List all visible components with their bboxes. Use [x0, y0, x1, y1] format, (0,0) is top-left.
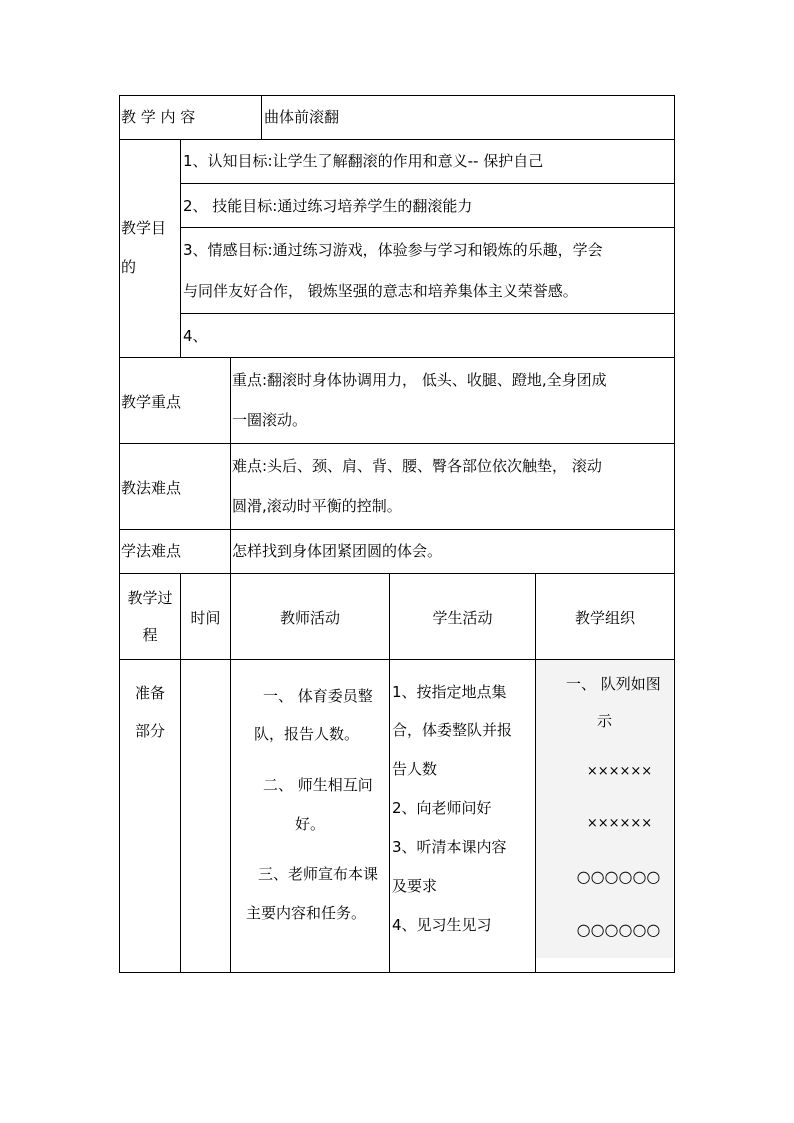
student-activity-3: 3、听清本课内容	[392, 838, 507, 856]
rule	[180, 139, 181, 357]
student-activity-3-cont: 及要求	[392, 877, 438, 895]
formation-row-2: ××××××	[586, 816, 653, 831]
formation-row-4: ○○○○○○	[576, 920, 661, 939]
rule	[119, 95, 120, 973]
teacher-activity-3-cont: 主要内容和任务。	[246, 904, 367, 922]
rule	[230, 573, 231, 973]
formation-row-1: ××××××	[586, 764, 653, 779]
objective-item-3: 3、情感目标:通过练习游戏，体验参与学习和锻炼的乐趣，学会	[183, 241, 603, 259]
organization-cell-shade	[536, 660, 673, 958]
prep-label: 准备	[134, 684, 165, 702]
study-difficulty-label: 学法难点	[121, 542, 182, 560]
student-activity-1-cont: 合，体委整队并报	[392, 721, 513, 739]
rule	[119, 357, 675, 358]
objective-item-3-cont: 与同伴友好合作， 锻炼坚强的意志和培养集体主义荣誉感。	[183, 282, 578, 300]
process-header-cont: 程	[142, 626, 158, 644]
objective-item-4: 4、	[183, 327, 208, 345]
organization-text-cont: 示	[597, 712, 613, 730]
teacher-activity-2: 二、 师生相互问	[263, 776, 373, 794]
rule	[119, 972, 675, 973]
objectives-label-cont: 的	[121, 258, 137, 276]
rule	[119, 573, 675, 574]
key-point-text-cont: 一圈滚动。	[232, 411, 308, 429]
student-activity-1: 1、按指定地点集	[392, 683, 507, 701]
difficulty-text-cont: 圆滑,滚动时平衡的控制。	[232, 497, 402, 515]
rule	[119, 529, 675, 530]
rule	[119, 95, 675, 96]
rule	[180, 313, 675, 314]
rule	[119, 443, 675, 444]
student-activity-1-cont2: 告人数	[392, 760, 438, 778]
teacher-activity-1-cont: 队，报告人数。	[254, 725, 360, 743]
teacher-activity-2-cont: 好。	[295, 815, 326, 833]
rule	[119, 139, 675, 140]
rule	[261, 95, 262, 139]
objective-item-1: 1、认知目标:让学生了解翻滚的作用和意义-- 保护自己	[183, 152, 544, 170]
key-point-label: 教学重点	[121, 393, 182, 411]
prep-label-cont: 部分	[134, 722, 165, 740]
rule	[389, 573, 390, 973]
objective-item-2: 2、 技能目标:通过练习培养学生的翻滚能力	[183, 197, 473, 215]
objectives-label: 教学目	[121, 219, 167, 237]
key-point-text: 重点:翻滚时身体协调用力， 低头、收腿、蹬地,全身团成	[232, 371, 607, 389]
organization-header: 教学组织	[574, 609, 635, 627]
time-header: 时间	[190, 609, 221, 627]
student-activity-2: 2、向老师问好	[392, 799, 492, 817]
rule	[180, 227, 675, 228]
teacher-activity-3: 三、老师宣布本课	[258, 865, 379, 883]
rule	[674, 95, 675, 973]
content-label: 教 学 内 容	[121, 108, 196, 126]
content-value: 曲体前滚翻	[264, 108, 340, 126]
study-difficulty-text: 怎样找到身体团紧团圆的体会。	[232, 542, 443, 560]
student-activity-4: 4、见习生见习	[392, 916, 492, 934]
organization-text: 一、 队列如图	[566, 675, 661, 693]
difficulty-text: 难点:头后、颈、肩、背、腰、臀各部位依次触垫， 滚动	[232, 457, 602, 475]
student-activity-header: 学生活动	[432, 609, 493, 627]
rule	[119, 659, 675, 660]
formation-row-3: ○○○○○○	[576, 867, 661, 886]
rule	[230, 357, 231, 573]
process-header: 教学过	[127, 589, 173, 607]
teacher-activity-header: 教师活动	[279, 609, 340, 627]
rule	[180, 183, 675, 184]
difficulty-label: 教法难点	[121, 479, 182, 497]
teacher-activity-1: 一、 体育委员整	[263, 687, 373, 705]
